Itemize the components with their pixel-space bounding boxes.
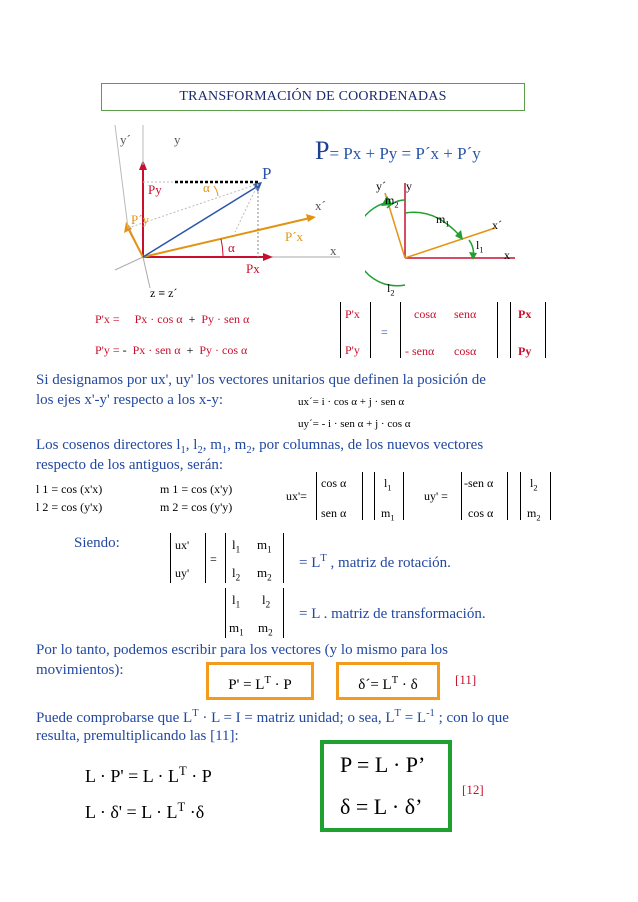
trans-l1: $l_1$	[232, 592, 241, 610]
ux-matrix-b: sen α	[321, 506, 347, 520]
eq-px: P'x = Px · cos α + Py · sen α	[95, 312, 250, 326]
eq-py: P'y = - Px · sen α + Py · cos α	[95, 343, 248, 357]
director-m1: m 1 = cos (x'y)	[160, 482, 233, 496]
px-label: Px	[246, 261, 260, 276]
equation-box-2: δ´= $L^T \cdot \delta$	[336, 662, 440, 700]
matrix-eq: =	[381, 325, 388, 339]
rotation-matrix-desc: = $L^T$ , matriz de rotación.	[299, 553, 451, 571]
trans-m1: $m_1$	[229, 620, 244, 638]
matrix-m11: cosα	[414, 307, 437, 321]
rot-m2: $m_2$	[257, 565, 272, 583]
matrix-v1: P'x	[345, 307, 360, 321]
director-l1: l 1 = cos (x'x)	[36, 482, 103, 496]
result-box	[320, 740, 452, 832]
reference-12: [12]	[462, 782, 484, 797]
transformation-matrix-desc: = L . matriz de transformación.	[299, 606, 486, 622]
siendo-label: Siendo:	[74, 535, 120, 551]
p-label: P	[262, 164, 272, 183]
uy-matrix-lhs: uy' =	[424, 489, 448, 503]
p-prime-x-label: P´x	[285, 229, 304, 244]
uy-matrix-c: $l_2$	[530, 476, 538, 493]
uy-matrix-a: -sen α	[464, 476, 494, 490]
uy-equation: uy´= - i · sen α + j · cos α	[298, 418, 411, 430]
small-y-label: y	[406, 179, 412, 193]
equation-box-1: $P' = L^T \cdot P$	[206, 662, 314, 700]
ux-matrix-lhs: ux'=	[286, 489, 307, 503]
final-equation-1: $L \cdot P' = L \cdot L^T \cdot P$	[85, 764, 212, 786]
z-axis-label: z ≡ z´	[150, 286, 178, 300]
trans-m2: $m_2$	[258, 620, 273, 638]
x-prime-label: x´	[315, 198, 326, 213]
matrix-m21: - senα	[405, 344, 435, 358]
rot-eq: =	[210, 552, 217, 566]
rot-l1: $l_1$	[232, 537, 241, 555]
matrix-v2: P'y	[345, 343, 360, 357]
matrix-m12: senα	[454, 307, 477, 321]
l2-label: $l_2$	[387, 281, 395, 298]
paragraph-4: Puede comprobarse que $L^T \cdot L = I$ = matriz unidad; o sea, $L^T = L^{-1}$ ; con lo que	[36, 708, 509, 726]
rot-l2: $l_2$	[232, 565, 241, 583]
main-equation: P= Px + Py = P´x + P´y	[315, 136, 481, 165]
matrix-m22: cosα	[454, 344, 477, 358]
paragraph-1b: los ejes x'-y' respecto a los x-y:	[36, 392, 224, 408]
rot-v2: uy'	[175, 566, 190, 580]
paragraph-2b: respecto de los antiguos, serán:	[36, 457, 224, 473]
small-x-label: x	[504, 248, 510, 262]
trans-l2: $l_2$	[262, 592, 271, 610]
py-label: Py	[148, 182, 162, 197]
uy-matrix-b: cos α	[468, 506, 494, 520]
alpha-top-label: α	[203, 180, 210, 195]
y-label: y	[174, 132, 181, 147]
coordinate-diagram	[110, 120, 350, 300]
matrix-r2: Py	[518, 344, 532, 358]
m1-label: $m_1$	[436, 212, 450, 229]
director-m2: m 2 = cos (y'y)	[160, 500, 233, 514]
ux-matrix-c: $l_1$	[384, 476, 392, 493]
ux-matrix-a: cos α	[321, 476, 347, 490]
m2-label: $m_2$	[385, 193, 399, 210]
director-l2: l 2 = cos (y'x)	[36, 500, 103, 514]
z-axis	[143, 257, 150, 288]
small-x-prime-label: x´	[492, 218, 502, 232]
paragraph-3b: movimientos):	[36, 662, 124, 678]
l1-label: $l_1$	[476, 238, 484, 255]
paragraph-1: Si designamos por ux', uy' los vectores unitarios que definen la posición de	[36, 372, 486, 388]
y-prime-axis-arrow	[128, 228, 143, 257]
result-equation-2: δ = L · δ’	[340, 794, 423, 819]
rot-v1: ux'	[175, 538, 190, 552]
p-prime-y-label: P´y	[131, 212, 150, 227]
y-prime-label: y´	[120, 132, 131, 147]
paragraph-2: Los cosenos directores $l_1$, $l_2$, $m_1$, $m_2$, por columnas, de los nuevos vectores	[36, 437, 484, 456]
result-equation-1: P = L · P’	[340, 752, 426, 777]
page-title: TRANSFORMACIÓN DE COORDENADAS	[101, 83, 525, 111]
reference-11: [11]	[455, 672, 477, 687]
ux-matrix-d: $m_1$	[381, 506, 395, 523]
alpha-bottom-label: α	[228, 240, 235, 255]
small-y-prime-label: y´	[376, 179, 386, 193]
x-label: x	[330, 243, 337, 258]
matrix-r1: Px	[518, 307, 532, 321]
ux-equation: ux´= i · cos α + j · sen α	[298, 396, 405, 408]
uy-matrix-d: $m_2$	[527, 506, 541, 523]
rot-m1: $m_1$	[257, 537, 272, 555]
final-equation-2: $L \cdot \delta' = L \cdot L^T \cdot\delta$	[85, 800, 205, 822]
paragraph-4b: resulta, premultiplicando las [11]:	[36, 728, 239, 744]
paragraph-3: Por lo tanto, podemos escribir para los vectores (y lo mismo para los	[36, 642, 448, 658]
